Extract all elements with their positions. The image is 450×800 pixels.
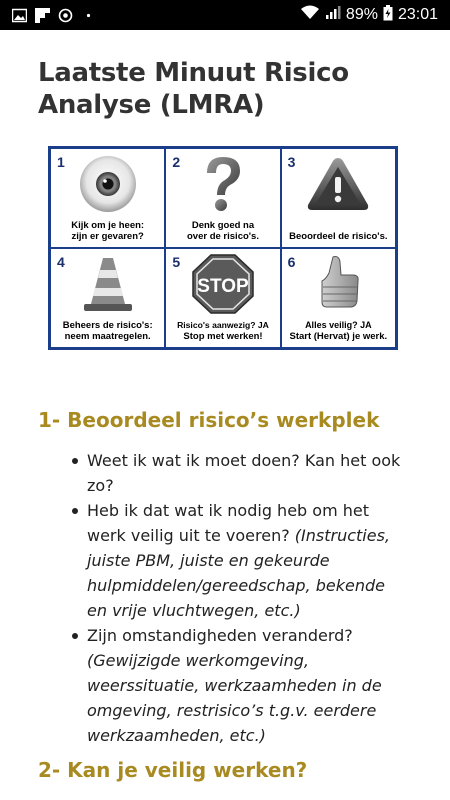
- bullet-list: [55, 448, 410, 748]
- section-heading-1: 1- Beoordeel risico’s werkplek: [38, 408, 380, 432]
- step-number: 2: [172, 154, 181, 170]
- signal-icon: [325, 5, 341, 25]
- clock: 23:01: [397, 6, 438, 23]
- wifi-icon: [300, 5, 320, 25]
- traffic-cone-icon: [51, 253, 164, 315]
- lmra-step-5: [165, 248, 280, 348]
- article-content[interactable]: [0, 30, 450, 800]
- bullet-icon: [72, 633, 78, 639]
- battery-percent: 89%: [345, 6, 378, 23]
- step-caption: Beheers de risico's: neem maatregelen.: [62, 320, 153, 342]
- step-caption: Risico's aanwezig? JA Stop met werken!: [177, 320, 269, 342]
- stop-sign-icon: [166, 253, 279, 315]
- step-number: 3: [287, 154, 296, 170]
- question-mark-icon: [166, 153, 279, 215]
- lmra-steps-image: [48, 146, 398, 350]
- step-caption: Beoordeel de risico's.: [289, 231, 388, 242]
- bullet-icon: [72, 508, 78, 514]
- battery-icon: [383, 5, 393, 26]
- step-number: 5: [172, 254, 181, 270]
- step-caption: Alles veilig? JA Start (Hervat) je werk.: [289, 320, 388, 342]
- warning-icon: [282, 153, 395, 215]
- step-number: 6: [287, 254, 296, 270]
- section-heading-2: 2- Kan je veilig werken?: [38, 758, 308, 782]
- bullet-icon: [72, 458, 78, 464]
- lmra-step-6: [281, 248, 396, 348]
- stop-sign-text: STOP: [197, 276, 249, 297]
- step-caption: Denk goed na over de risico's.: [187, 220, 259, 242]
- sync-icon: [58, 8, 73, 23]
- page-title: Laatste Minuut Risico Analyse (LMRA): [38, 58, 349, 120]
- eye-icon: [51, 153, 164, 215]
- lmra-step-4: [50, 248, 165, 348]
- gallery-icon: [12, 8, 27, 23]
- lmra-step-1: [50, 148, 165, 248]
- notification-dot-icon: [81, 8, 96, 23]
- list-item: Zijn omstandigheden veranderd? (Gewijzigde werkomgeving, weerssituatie, werkzaamheden in de omgeving, restrisico’s t.g.v. eerdere werkzaamheden, etc.): [55, 623, 410, 748]
- step-caption: Kijk om je heen: zijn er gevaren?: [71, 220, 145, 242]
- list-item: Heb ik dat wat ik nodig heb om het werk veilig uit te voeren? (Instructies, juiste PBM, juiste en gekeurde hulpmiddelen/gereedschap, bekende en vrije vluchtwegen, etc.): [55, 498, 410, 623]
- status-bar: [0, 0, 450, 30]
- lmra-step-3: [281, 148, 396, 248]
- thumbs-up-icon: [282, 253, 395, 315]
- list-item: Weet ik wat ik moet doen? Kan het ook zo?: [55, 448, 410, 498]
- flipboard-icon: [35, 8, 50, 23]
- step-number: 4: [57, 254, 65, 270]
- lmra-step-2: [165, 148, 280, 248]
- step-number: 1: [57, 154, 65, 170]
